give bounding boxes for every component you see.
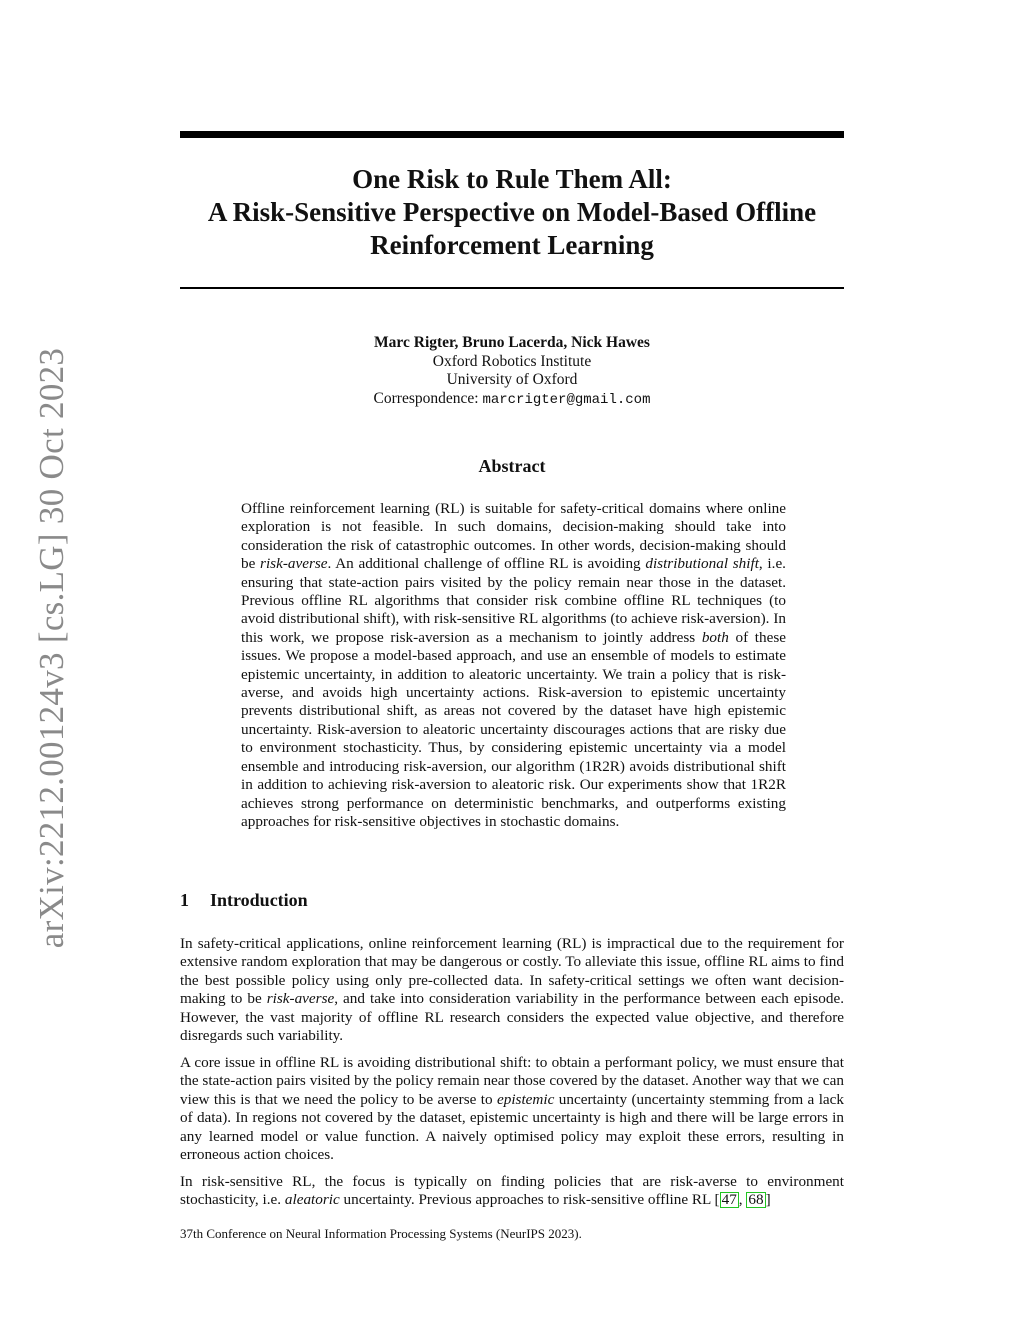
paragraph-text: In risk-sensitive RL, the focus is typically on finding policies that are risk-averse to environment stochasticity, i.e. [180,1173,844,1209]
citation-close: ] [765,1191,771,1209]
citation-separator: , [738,1191,747,1209]
abstract-text-part: . An additional challenge of offline RL is avoiding [327,555,646,573]
correspondence-line [180,390,844,410]
affiliation-university: University of Oxford [446,371,578,388]
paragraph-emphasis: epistemic [497,1090,555,1108]
paper-title [180,163,844,262]
paragraph-text: , and take into consideration variability in the performance between each episode. However, the vast majority of offline RL research considers the expected value objective, and therefore disregards such variability. [180,990,844,1045]
paragraph-text: uncertainty (uncertainty stemming from a lack of data). In regions not covered by the dataset, epistemic uncertainty is high and there will be large errors in any learned model or value function. A naively optimised policy may exploit these errors, resulting in erroneous action choices. [180,1090,844,1164]
abstract-emphasis: risk-averse [260,555,328,573]
section-number: 1 [180,890,189,910]
abstract-text-part: Offline reinforcement learning (RL) is suitable for safety-critical domains where online exploration is not feasible. In such domains, decision-making should take into consideration the risk of catastrophic outcomes. In other words, decision-making should be [241,500,786,573]
correspondence-label: Correspondence: [373,389,483,407]
citation-link[interactable]: 68 [748,1191,764,1209]
section-title: Introduction [210,890,308,910]
section-heading-introduction [180,889,308,911]
intro-paragraph-2 [180,1054,844,1164]
arxiv-stamp: arXiv:2212.00124v3 [cs.LG] 30 Oct 2023 [32,347,71,949]
title-line-3: Reinforcement Learning [370,230,654,260]
intro-paragraph-1 [180,935,844,1045]
intro-paragraph-3 [180,1173,844,1210]
author-block [180,334,844,409]
abstract-heading: Abstract [478,456,546,476]
paragraph-text: A core issue in offline RL is avoiding distributional shift: to obtain a performant policy, we must ensure that the state-action pairs visited by the policy remain near those covered by the dataset. Another way that we can view this is that we need the policy to be averse to [180,1054,844,1108]
citation-link[interactable]: 47 [721,1191,737,1209]
abstract-text [241,500,786,831]
abstract-text-part: of these issues. We propose a model-based approach, and use an ensemble of models to estimate epistemic uncertainty, in addition to aleatoric uncertainty. We train a policy that is risk-averse, and avoids high uncertainty actions. Risk-aversion to epistemic uncertainty prevents distributional shift, as areas not covered by the dataset have high epistemic uncertainty. Risk-aversion to aleatoric uncertainty discourages actions that are risky due to environment stochasticity. Thus, by considering epistemic uncertainty via a model ensemble and introducing risk-aversion, our algorithm (1R2R) avoids distributional shift in addition to achieving risk-aversion to aleatoric risk. Our experiments show that 1R2R achieves strong performance on deterministic benchmarks, and outperforms existing approaches for risk-sensitive objectives in stochastic domains. [241,628,786,830]
title-bottom-rule [180,287,844,289]
abstract-emphasis: both [701,628,729,646]
paragraph-text: uncertainty. Previous approaches to risk-sensitive offline RL [ [339,1191,720,1209]
title-line-2: A Risk-Sensitive Perspective on Model-Based Offline [207,197,817,227]
abstract-emphasis: distributional shift [645,555,759,573]
paragraph-emphasis: risk-averse [266,990,335,1008]
title-line-1: One Risk to Rule Them All: [352,164,672,194]
author-email[interactable]: marcrigter@gmail.com [482,391,651,408]
abstract-text-part: , i.e. ensuring that state-action pairs visited by the policy remain near those in the dataset. Previous offline RL algorithms that consider risk combine offline RL techniques (to avoid distributional shift), with risk-sensitive RL algorithms (to achieve risk-aversion). In this work, we propose risk-aversion as a mechanism to jointly address [241,555,786,646]
paragraph-text: In safety-critical applications, online reinforcement learning (RL) is impractical due to the requirement for extensive random exploration that may be dangerous or costly. To alleviate this issue, offline RL aims to find the best possible policy using only pre-collected data. In safety-critical settings we often want decision-making to be [180,935,844,1008]
paragraph-emphasis: aleatoric [284,1191,340,1209]
conference-footnote: 37th Conference on Neural Information Processing Systems (NeurIPS 2023). [180,1226,582,1241]
author-names: Marc Rigter, Bruno Lacerda, Nick Hawes [374,334,650,351]
affiliation-institute: Oxford Robotics Institute [432,352,592,370]
title-top-rule [180,131,844,138]
